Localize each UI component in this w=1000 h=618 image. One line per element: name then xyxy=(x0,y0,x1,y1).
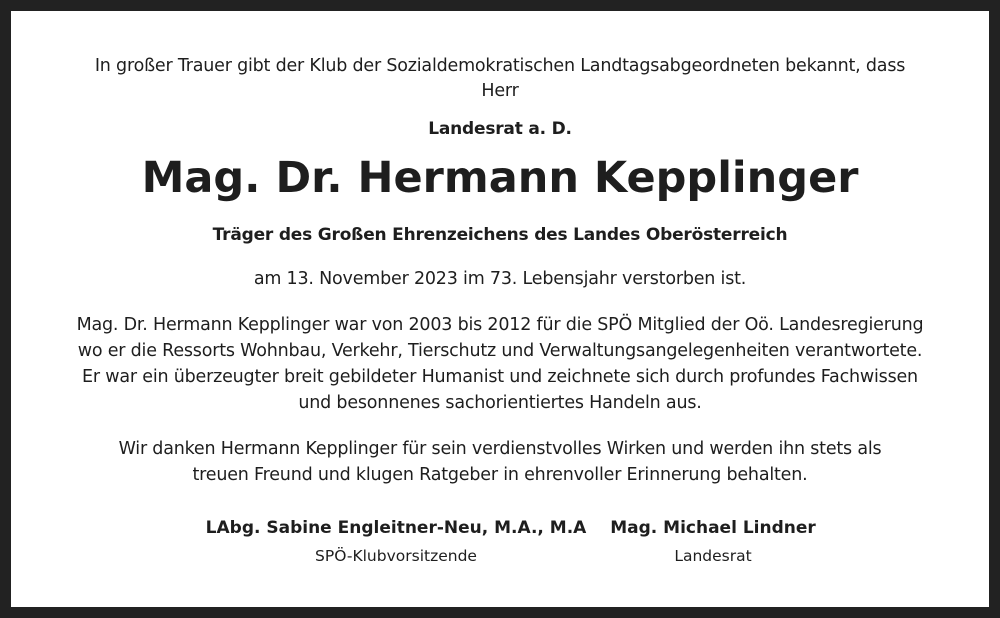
signature-right-role: Landesrat xyxy=(674,547,752,565)
bio-line-1: Mag. Dr. Hermann Kepplinger war von 2003 bis 2012 für die SPÖ Mitglied der Oö. Landesregierung xyxy=(76,315,924,335)
deceased-title: Landesrat a. D. xyxy=(428,119,572,139)
death-line: am 13. November 2023 im 73. Lebensjahr verstorben ist. xyxy=(253,269,747,289)
deceased-name: Mag. Dr. Hermann Kepplinger xyxy=(141,153,859,203)
bio-line-2: wo er die Ressorts Wohnbau, Verkehr, Tierschutz und Verwaltungsangelegenheiten verantwortete. xyxy=(77,341,923,361)
intro-line-2: Herr xyxy=(481,81,519,101)
signature-left xyxy=(181,516,611,567)
bio-line-4: und besonnenes sachorientiertes Handeln aus. xyxy=(298,393,702,413)
signature-left-name: LAbg. Sabine Engleitner-Neu, M.A., M.A xyxy=(205,518,587,538)
signature-right-name: Mag. Michael Lindner xyxy=(610,518,816,538)
intro-line-1: In großer Trauer gibt der Klub der Sozialdemokratischen Landtagsabgeordneten bekannt, dass xyxy=(94,56,906,76)
thanks-line-1: Wir danken Hermann Kepplinger für sein verdienstvolles Wirken und werden ihn stets als xyxy=(118,439,882,459)
thanks-line-2: treuen Freund und klugen Ratgeber in ehrenvoller Erinnerung behalten. xyxy=(192,465,808,485)
bio-line-3: Er war ein überzeugter breit gebildeter Humanist und zeichnete sich durch profundes Fachwissen xyxy=(82,367,918,387)
honor-line: Träger des Großen Ehrenzeichens des Landes Oberösterreich xyxy=(212,225,788,245)
signature-left-role: SPÖ-Klubvorsitzende xyxy=(315,547,477,565)
signature-right xyxy=(593,516,833,567)
